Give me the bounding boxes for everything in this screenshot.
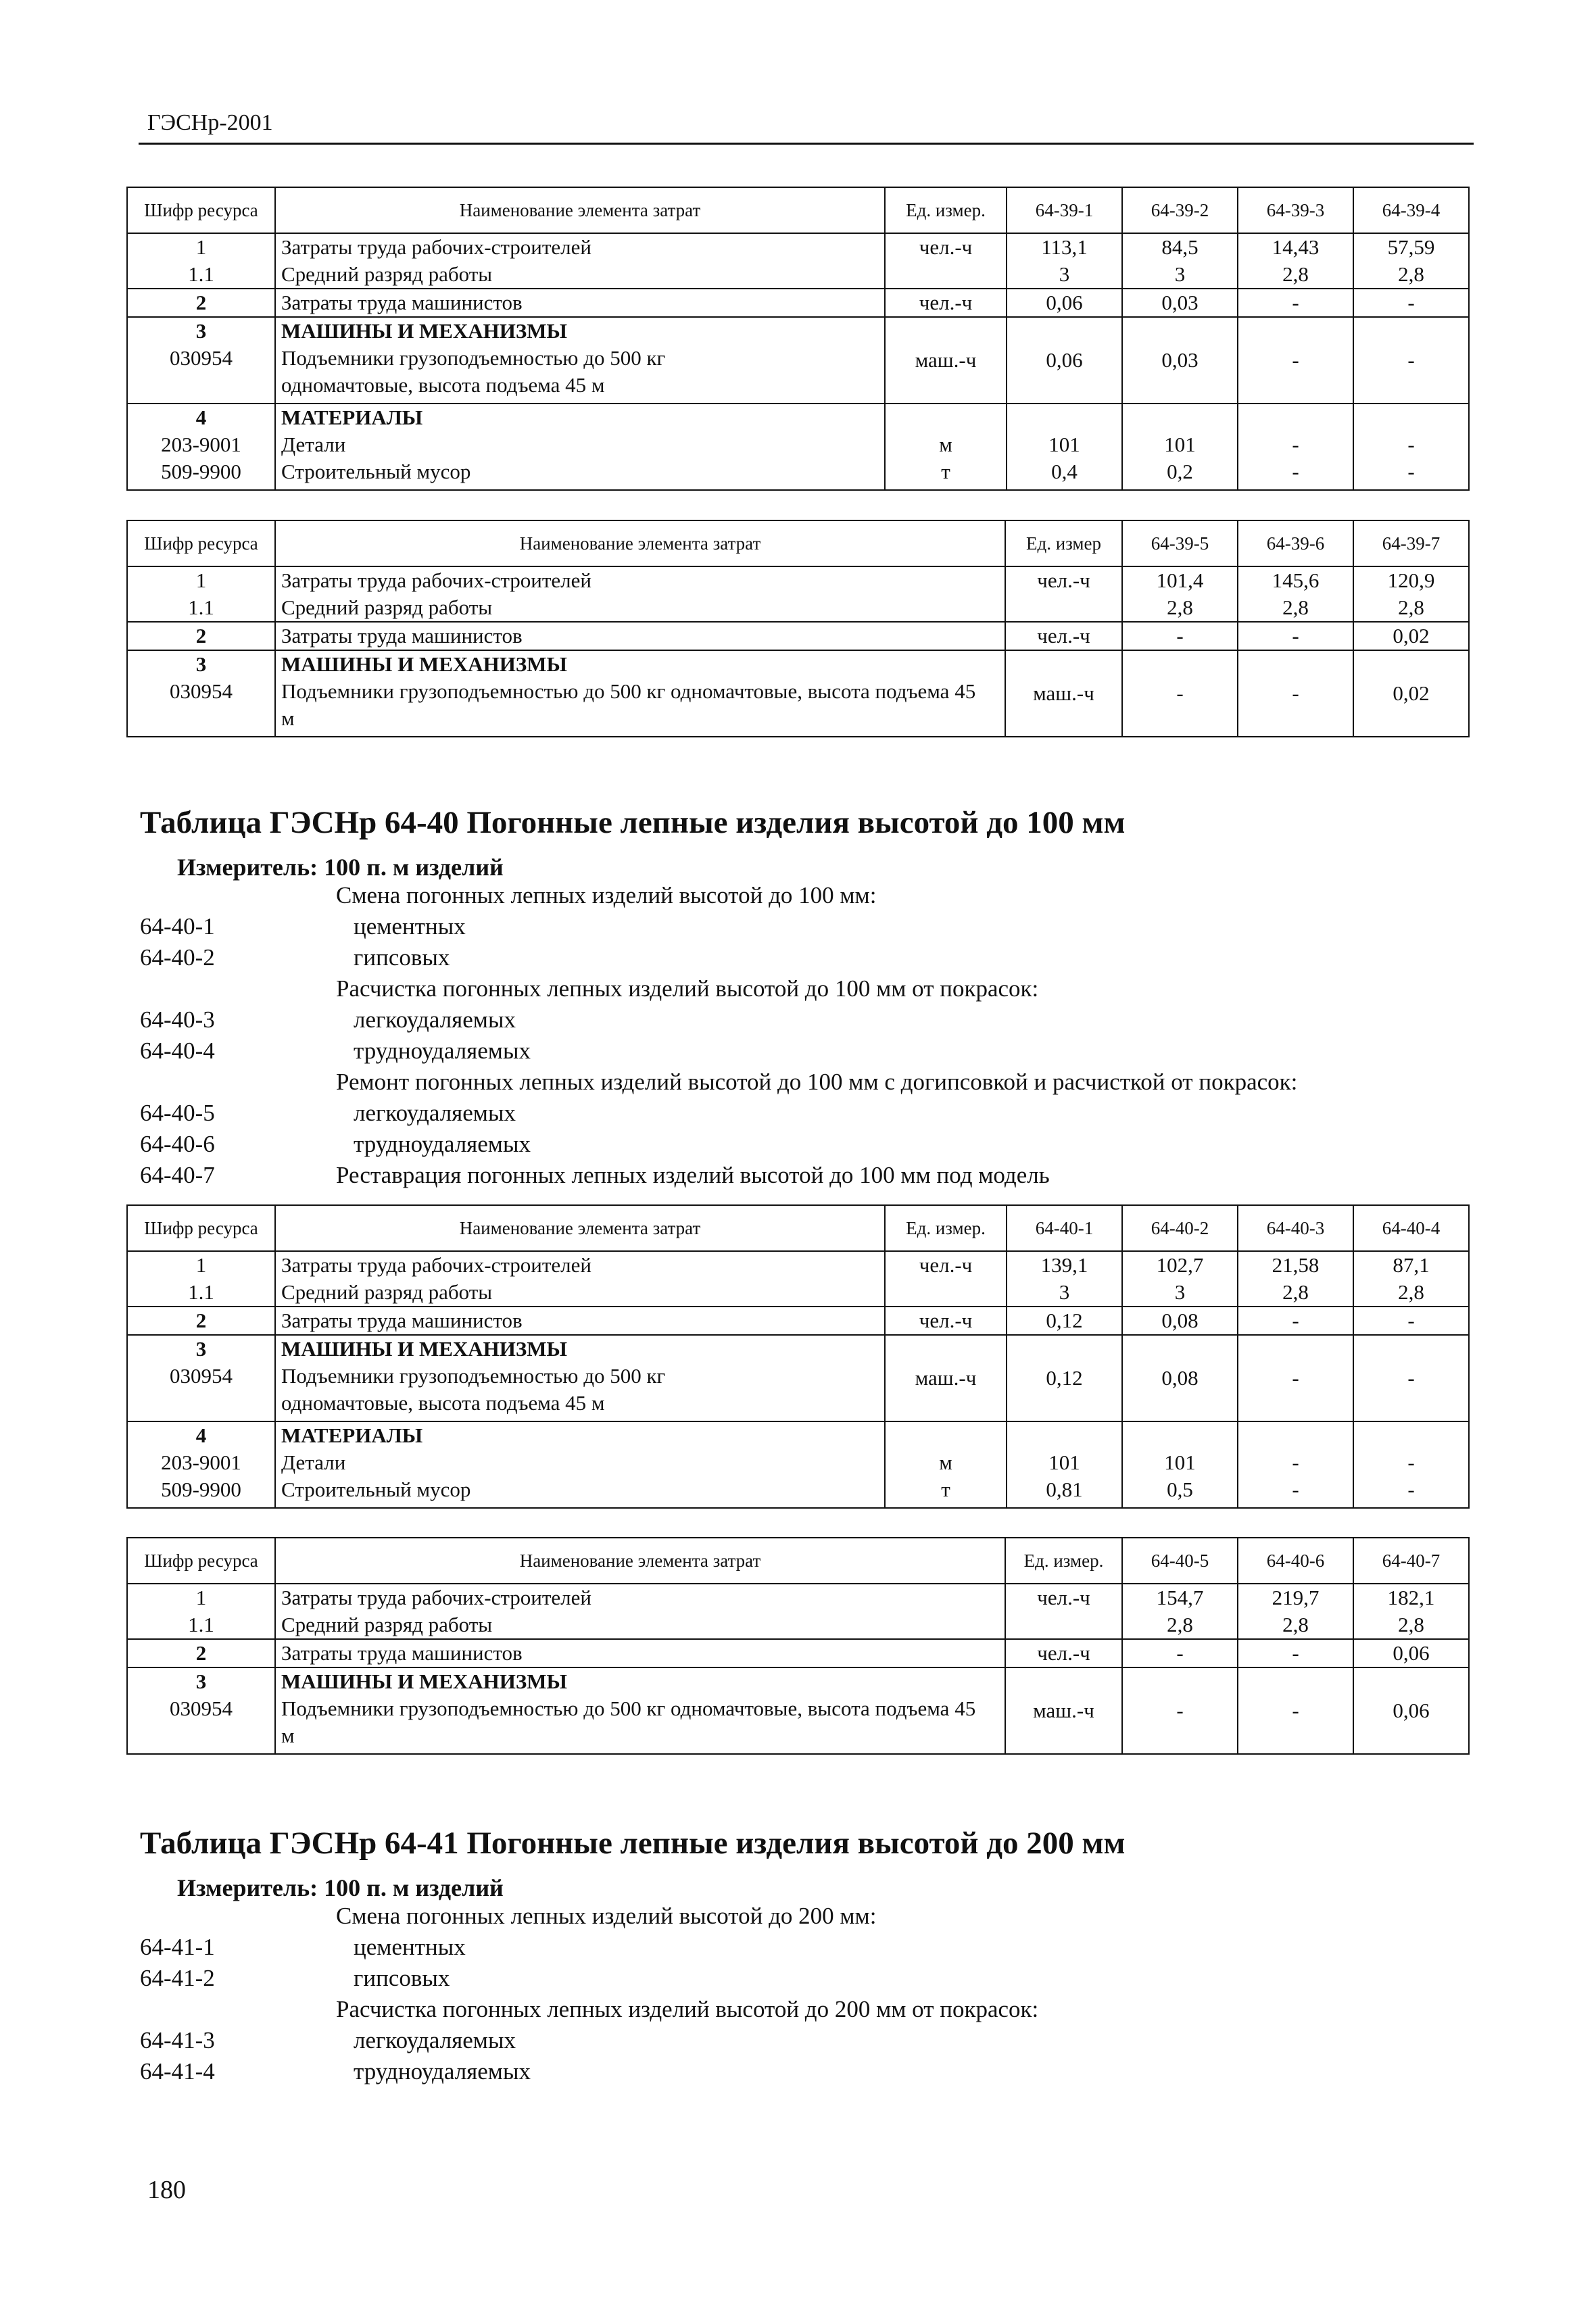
header-col: 64-40-2 — [1122, 1205, 1238, 1251]
header-col: 64-39-2 — [1122, 187, 1238, 233]
header-code: Шифр ресурса — [127, 1205, 275, 1251]
name-cell: МАШИНЫ И МЕХАНИЗМЫ Подъемники грузоподъемностью до 500 кг одномачтовые, высота подъема 45 м — [275, 650, 1005, 737]
header-unit: Ед. измер. — [885, 187, 1007, 233]
table-row — [127, 1667, 1469, 1754]
value-cell: - — [1238, 650, 1353, 737]
header-col: 64-39-6 — [1238, 520, 1353, 566]
norm-table-64-39-5-7 — [126, 520, 1470, 737]
table-row — [127, 317, 1469, 404]
value-cell: 84,5 3 — [1122, 233, 1238, 289]
header-unit: Ед. измер. — [885, 1205, 1007, 1251]
name-cell: Затраты труда рабочих-строителей Средний разряд работы — [275, 566, 1005, 622]
table-row — [127, 1335, 1469, 1421]
value-cell: - — [1238, 289, 1353, 317]
code-cell: 2 — [127, 622, 275, 650]
value-cell: 145,6 2,8 — [1238, 566, 1353, 622]
value-cell: 101 0,4 — [1007, 404, 1122, 490]
header-col: 64-40-5 — [1122, 1538, 1238, 1584]
header-name: Наименование элемента затрат — [275, 187, 885, 233]
item-label: легкоудаляемых — [354, 1006, 516, 1033]
value-cell: 0,02 — [1353, 650, 1469, 737]
value-cell: - — [1238, 317, 1353, 404]
code-cell: 3 030954 — [127, 317, 275, 404]
value-cell: - — [1353, 289, 1469, 317]
value-cell: 0,03 — [1122, 317, 1238, 404]
value-cell: 0,12 — [1007, 1335, 1122, 1421]
value-cell: 101,4 2,8 — [1122, 566, 1238, 622]
unit-cell: чел.-ч — [1005, 566, 1122, 622]
code-cell: 3 030954 — [127, 1667, 275, 1754]
item-code: 64-41-3 — [140, 2027, 215, 2053]
item-code: 64-41-2 — [140, 1965, 215, 1991]
code-cell: 1 1.1 — [127, 1251, 275, 1307]
code-cell: 4 203-9001 509-9900 — [127, 404, 275, 490]
group-heading: Расчистка погонных лепных изделий высотой до 100 мм от покрасок: — [336, 975, 1039, 1002]
header-col: 64-40-3 — [1238, 1205, 1353, 1251]
value-cell: - — [1353, 1307, 1469, 1335]
unit-cell: чел.-ч — [1005, 1639, 1122, 1667]
unit-cell: чел.-ч — [885, 233, 1007, 289]
norm-table-64-40-5-7 — [126, 1537, 1470, 1755]
header-col: 64-39-3 — [1238, 187, 1353, 233]
item-code: 64-40-1 — [140, 913, 215, 940]
value-cell: 0,06 — [1007, 289, 1122, 317]
name-cell: Затраты труда машинистов — [275, 1639, 1005, 1667]
value-cell: 139,1 3 — [1007, 1251, 1122, 1307]
unit-cell: маш.-ч — [1005, 1667, 1122, 1754]
value-cell: - — [1238, 622, 1353, 650]
header-unit: Ед. измер — [1005, 520, 1122, 566]
page-number: 180 — [147, 2176, 186, 2204]
table-row — [127, 1307, 1469, 1335]
value-cell: - — [1122, 1667, 1238, 1754]
item-label: цементных — [354, 913, 466, 940]
unit-cell: маш.-ч — [885, 1335, 1007, 1421]
item-code: 64-41-4 — [140, 2058, 215, 2085]
value-cell: 0,08 — [1122, 1307, 1238, 1335]
code-cell: 1 1.1 — [127, 566, 275, 622]
table-row — [127, 1251, 1469, 1307]
table-row — [127, 650, 1469, 737]
header-col: 64-40-6 — [1238, 1538, 1353, 1584]
value-cell: - — [1353, 317, 1469, 404]
code-cell: 3 030954 — [127, 1335, 275, 1421]
name-cell: МАШИНЫ И МЕХАНИЗМЫ Подъемники грузоподъемностью до 500 кг одномачтовые, высота подъема 45 м — [275, 317, 885, 404]
item-code: 64-40-5 — [140, 1100, 215, 1126]
section-title-64-40: Таблица ГЭСНр 64-40 Погонные лепные изделия высотой до 100 мм — [140, 805, 1126, 840]
code-cell: 2 — [127, 289, 275, 317]
value-cell: 101 0,2 — [1122, 404, 1238, 490]
value-cell: 0,06 — [1007, 317, 1122, 404]
code-cell: 2 — [127, 1639, 275, 1667]
value-cell: - - — [1238, 404, 1353, 490]
header-name: Наименование элемента затрат — [275, 1205, 885, 1251]
code-cell: 1 1.1 — [127, 1584, 275, 1639]
value-cell: 87,1 2,8 — [1353, 1251, 1469, 1307]
table-row — [127, 1639, 1469, 1667]
value-cell: - — [1238, 1639, 1353, 1667]
value-cell: 21,58 2,8 — [1238, 1251, 1353, 1307]
value-cell: - — [1238, 1307, 1353, 1335]
value-cell: - - — [1353, 404, 1469, 490]
name-cell: Затраты труда рабочих-строителей Средний разряд работы — [275, 1584, 1005, 1639]
name-cell: Затраты труда машинистов — [275, 622, 1005, 650]
header-name: Наименование элемента затрат — [275, 1538, 1005, 1584]
table-row — [127, 233, 1469, 289]
item-label: гипсовых — [354, 1965, 450, 1991]
unit-cell: маш.-ч — [1005, 650, 1122, 737]
section-title-64-41: Таблица ГЭСНр 64-41 Погонные лепные изделия высотой до 200 мм — [140, 1826, 1126, 1861]
value-cell: 14,43 2,8 — [1238, 233, 1353, 289]
norm-table-64-39-1-4 — [126, 187, 1470, 491]
item-code: 64-40-7 — [140, 1162, 215, 1188]
value-cell: - - — [1238, 1421, 1353, 1508]
table-row — [127, 1421, 1469, 1508]
header-col: 64-39-7 — [1353, 520, 1469, 566]
header-name: Наименование элемента затрат — [275, 520, 1005, 566]
group-heading: Расчистка погонных лепных изделий высотой до 200 мм от покрасок: — [336, 1996, 1039, 2022]
value-cell: 0,03 — [1122, 289, 1238, 317]
table-row — [127, 404, 1469, 490]
section-meter: Измеритель: 100 п. м изделий — [177, 1874, 504, 1901]
header-col: 64-39-5 — [1122, 520, 1238, 566]
item-label: легкоудаляемых — [354, 1100, 516, 1126]
value-cell: 0,06 — [1353, 1639, 1469, 1667]
value-cell: 0,08 — [1122, 1335, 1238, 1421]
item-label: легкоудаляемых — [354, 2027, 516, 2053]
value-cell: 101 0,5 — [1122, 1421, 1238, 1508]
header-code: Шифр ресурса — [127, 1538, 275, 1584]
unit-cell: чел.-ч — [885, 1307, 1007, 1335]
header-col: 64-39-4 — [1353, 187, 1469, 233]
unit-cell: маш.-ч — [885, 317, 1007, 404]
table-header-row — [127, 1205, 1469, 1251]
unit-cell: м т — [885, 1421, 1007, 1508]
item-label: трудноудаляемых — [354, 2058, 531, 2085]
value-cell: - - — [1353, 1421, 1469, 1508]
value-cell: - — [1122, 650, 1238, 737]
item-code: 64-40-3 — [140, 1006, 215, 1033]
value-cell: 182,1 2,8 — [1353, 1584, 1469, 1639]
header-rule — [139, 143, 1474, 145]
value-cell: 0,06 — [1353, 1667, 1469, 1754]
item-label: гипсовых — [354, 944, 450, 971]
item-code: 64-40-6 — [140, 1131, 215, 1157]
value-cell: 0,02 — [1353, 622, 1469, 650]
header-code: Шифр ресурса — [127, 520, 275, 566]
name-cell: Затраты труда рабочих-строителей Средний разряд работы — [275, 1251, 885, 1307]
item-label: трудноудаляемых — [354, 1131, 531, 1157]
name-cell: МАТЕРИАЛЫ Детали Строительный мусор — [275, 404, 885, 490]
code-cell: 3 030954 — [127, 650, 275, 737]
value-cell: 154,7 2,8 — [1122, 1584, 1238, 1639]
table-row — [127, 289, 1469, 317]
value-cell: - — [1238, 1667, 1353, 1754]
header-col: 64-40-7 — [1353, 1538, 1469, 1584]
value-cell: 102,7 3 — [1122, 1251, 1238, 1307]
group-heading: Ремонт погонных лепных изделий высотой до 100 мм с догипсовкой и расчисткой от покрасок: — [336, 1069, 1298, 1095]
item-code: 64-40-4 — [140, 1038, 215, 1064]
table-row — [127, 566, 1469, 622]
table-header-row — [127, 187, 1469, 233]
item-label: цементных — [354, 1934, 466, 1960]
group-heading: Смена погонных лепных изделий высотой до 200 мм: — [336, 1903, 877, 1929]
item-label: трудноудаляемых — [354, 1038, 531, 1064]
item-label: Реставрация погонных лепных изделий высотой до 100 мм под модель — [336, 1162, 1050, 1188]
name-cell: МАТЕРИАЛЫ Детали Строительный мусор — [275, 1421, 885, 1508]
value-cell: - — [1122, 622, 1238, 650]
unit-cell: м т — [885, 404, 1007, 490]
header-col: 64-39-1 — [1007, 187, 1122, 233]
code-cell: 2 — [127, 1307, 275, 1335]
item-code: 64-40-2 — [140, 944, 215, 971]
name-cell: МАШИНЫ И МЕХАНИЗМЫ Подъемники грузоподъемностью до 500 кг одномачтовые, высота подъема 45 м — [275, 1667, 1005, 1754]
running-header: ГЭСНр-2001 — [147, 110, 273, 135]
name-cell: Затраты труда машинистов — [275, 1307, 885, 1335]
value-cell: 101 0,81 — [1007, 1421, 1122, 1508]
norm-table-64-40-1-4 — [126, 1204, 1470, 1509]
header-code: Шифр ресурса — [127, 187, 275, 233]
code-cell: 4 203-9001 509-9900 — [127, 1421, 275, 1508]
header-col: 64-40-1 — [1007, 1205, 1122, 1251]
value-cell: 113,1 3 — [1007, 233, 1122, 289]
value-cell: 57,59 2,8 — [1353, 233, 1469, 289]
value-cell: - — [1122, 1639, 1238, 1667]
table-row — [127, 622, 1469, 650]
value-cell: 120,9 2,8 — [1353, 566, 1469, 622]
unit-cell: чел.-ч — [885, 1251, 1007, 1307]
value-cell: - — [1238, 1335, 1353, 1421]
table-row — [127, 1584, 1469, 1639]
section-meter: Измеритель: 100 п. м изделий — [177, 854, 504, 881]
value-cell: 219,7 2,8 — [1238, 1584, 1353, 1639]
name-cell: МАШИНЫ И МЕХАНИЗМЫ Подъемники грузоподъемностью до 500 кг одномачтовые, высота подъема 45 м — [275, 1335, 885, 1421]
value-cell: 0,12 — [1007, 1307, 1122, 1335]
item-code: 64-41-1 — [140, 1934, 215, 1960]
code-cell: 1 1.1 — [127, 233, 275, 289]
header-col: 64-40-4 — [1353, 1205, 1469, 1251]
name-cell: Затраты труда машинистов — [275, 289, 885, 317]
value-cell: - — [1353, 1335, 1469, 1421]
unit-cell: чел.-ч — [1005, 1584, 1122, 1639]
unit-cell: чел.-ч — [1005, 622, 1122, 650]
group-heading: Смена погонных лепных изделий высотой до 100 мм: — [336, 882, 877, 908]
unit-cell: чел.-ч — [885, 289, 1007, 317]
table-header-row — [127, 520, 1469, 566]
header-unit: Ед. измер. — [1005, 1538, 1122, 1584]
name-cell: Затраты труда рабочих-строителей Средний разряд работы — [275, 233, 885, 289]
table-header-row — [127, 1538, 1469, 1584]
